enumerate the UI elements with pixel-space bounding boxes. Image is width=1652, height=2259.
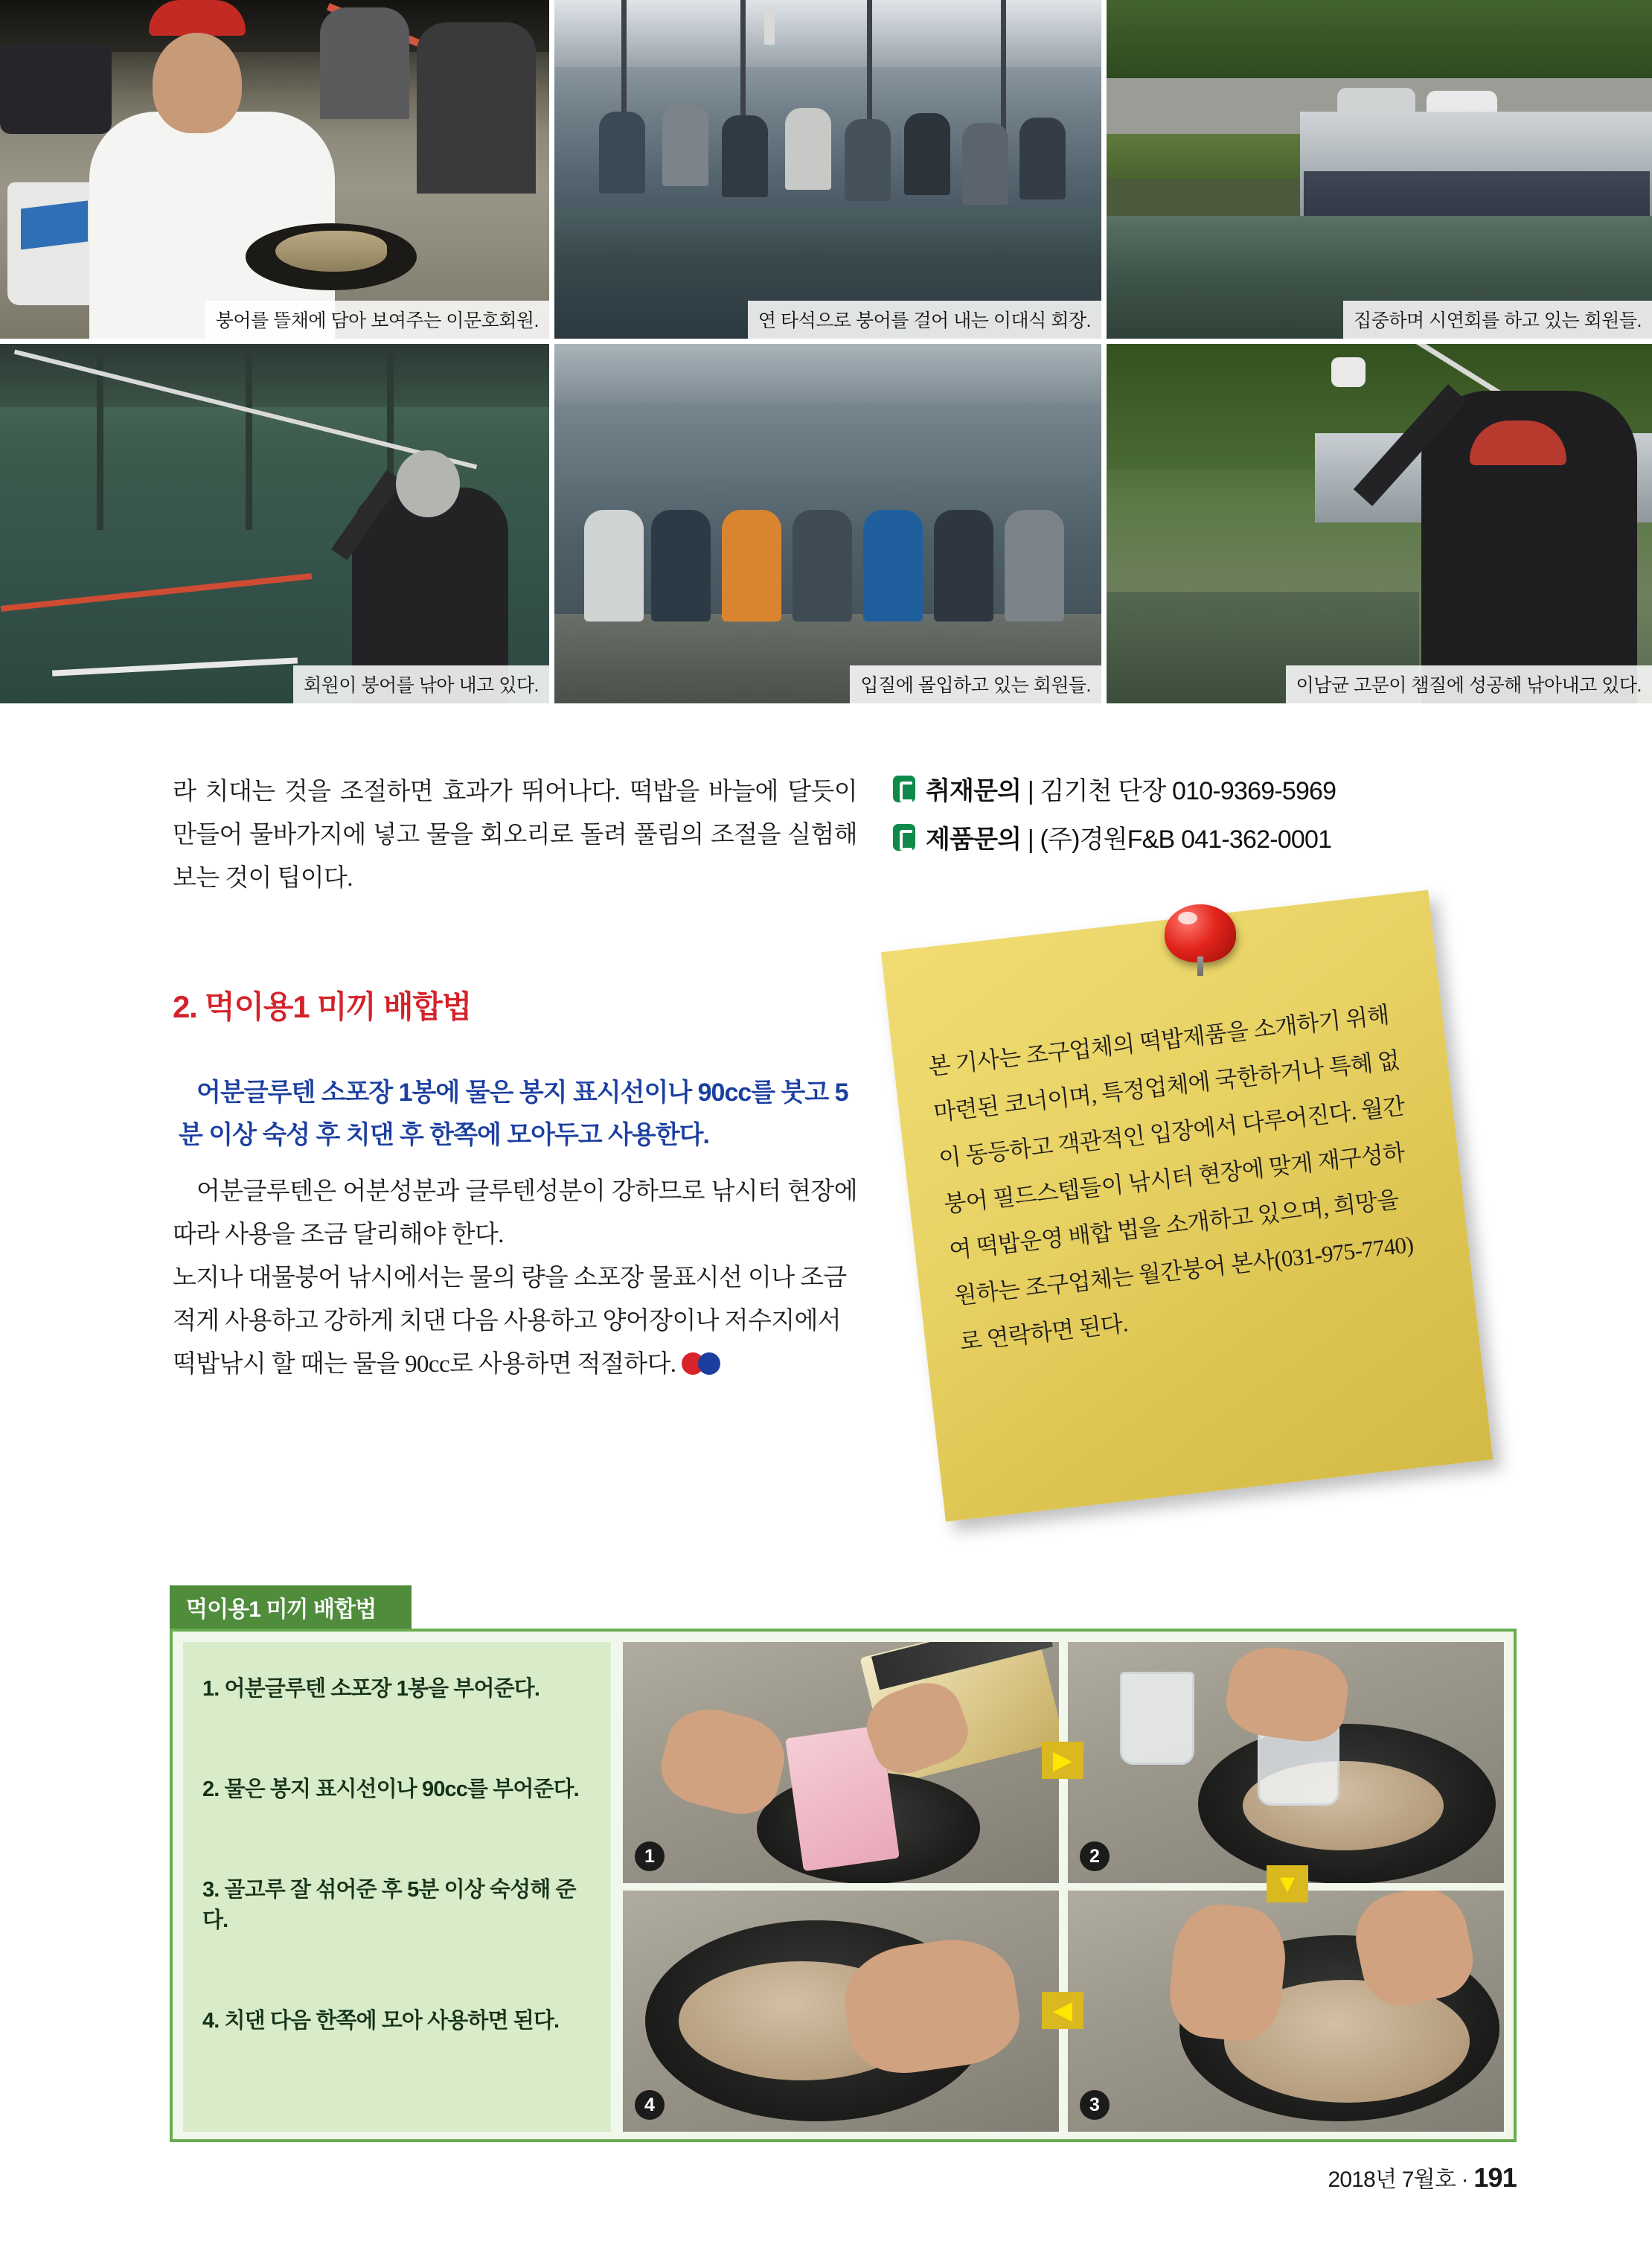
sticky-note-block	[889, 897, 1492, 1537]
recipe-photo-step-2	[1068, 1642, 1504, 1883]
background-person-shape	[320, 7, 409, 119]
angler-shape	[1019, 118, 1066, 199]
red-cap-shape	[149, 0, 246, 36]
measuring-cup-shape	[1120, 1672, 1194, 1765]
page-footer	[1328, 2161, 1517, 2194]
crucian-carp-shape	[275, 231, 387, 272]
angler-shape	[785, 108, 831, 190]
recipe-panel-tab: 먹이용1 미끼 배합법	[170, 1585, 412, 1629]
section-heading: 2. 먹이용1 미끼 배합법	[173, 989, 472, 1024]
photo-grid	[0, 0, 1652, 703]
list-item: 3. 골고루 잘 섞어준 후 5분 이상 숙성해 준다.	[202, 1878, 576, 1932]
contact-line	[926, 770, 1336, 807]
angler-shape	[904, 113, 950, 195]
contact-value: | (주)경원F&B 041-362-0001	[1027, 825, 1332, 854]
footer-separator: ·	[1461, 2167, 1468, 2192]
angler-shape	[793, 510, 852, 622]
contact-value: | 김기천 단장 010-9369-5969	[1027, 777, 1336, 805]
flag-shape	[764, 6, 775, 45]
photo-chairman-hooking-fish	[554, 0, 1101, 339]
support-beam-shape	[246, 344, 252, 530]
contact-block	[893, 770, 1511, 867]
tree-line-shape	[1107, 0, 1652, 86]
photo-caption: 이남균 고문이 챔질에 성공해 낚아내고 있다.	[1286, 665, 1652, 703]
arrow-down-icon	[1267, 1865, 1308, 1902]
phone-icon	[893, 776, 915, 802]
angler-shape	[863, 510, 923, 622]
step-number-badge: 2	[1080, 1841, 1110, 1871]
angler-shape	[934, 510, 993, 622]
sticky-note-text: 본 기사는 조구업체의 떡밥제품을 소개하기 위해 마련된 코너이며, 특정업체에 국한하거나 특혜 없이 동등하고 객관적인 입장에서 다루어진다. 월간붕어 필드스텝들이 낚시터 현장에 맞게 재구성하여 떡밥운영 배합 법을 소개하고 있으며, 희망을 원하는 조구업체는 월간붕어 본사(031-975-7740)로 연락하면 된다.	[926, 1001, 1415, 1355]
recipe-photo-step-4	[623, 1891, 1059, 2132]
list-item: 2. 물은 봉지 표시선이나 90cc를 부어준다.	[202, 1777, 579, 1801]
photo-member-landing-fish	[0, 344, 549, 703]
background-person-shape	[417, 22, 536, 194]
angler-shape	[845, 119, 891, 201]
face-shape	[153, 33, 242, 133]
photo-members-demonstration	[1107, 0, 1652, 339]
angler-shape	[722, 510, 781, 622]
phone-icon	[893, 824, 915, 851]
angler-shape	[599, 112, 645, 194]
contact-row-product	[893, 819, 1511, 855]
contact-row-press	[893, 770, 1511, 807]
angler-shape	[722, 115, 768, 197]
highlight-paragraph: 어분글루텐 소포장 1봉에 물은 봉지 표시선이나 90cc를 붓고 5분 이상 숙성 후 치댄 후 한쪽에 모아두고 사용한다.	[179, 1079, 848, 1149]
pushpin-highlight	[1178, 912, 1197, 924]
gear-bag-shape	[0, 45, 112, 134]
angler-shape	[1005, 510, 1064, 622]
paragraph-2: 어분글루텐은 어분성분과 글루텐성분이 강하므로 낚시터 현장에 따라 사용을 조금 달리해야 한다.	[173, 1178, 857, 1248]
canopy-shade-shape	[0, 344, 549, 407]
arrow-glyph: ▶	[1052, 1746, 1073, 1774]
pushpin-needle	[1197, 956, 1203, 976]
canopy-roof-shape	[554, 0, 1101, 67]
recipe-photo-step-1	[623, 1642, 1059, 1883]
pushpin-icon	[1165, 904, 1236, 976]
angler-shape	[962, 123, 1008, 205]
angler-shape	[662, 104, 708, 186]
arrow-glyph: ◀	[1052, 1996, 1073, 2025]
page-number: 191	[1473, 2162, 1517, 2193]
body-text-top	[173, 770, 857, 900]
head-shape	[396, 450, 460, 517]
contact-label: 제품문의	[926, 825, 1022, 854]
step-number-badge: 1	[635, 1841, 665, 1871]
glove-shape	[1331, 357, 1366, 387]
recipe-steps-list	[183, 1642, 611, 2132]
contact-label: 취재문의	[926, 777, 1022, 805]
body-text-bottom	[173, 1170, 857, 1386]
step-number-badge: 4	[635, 2090, 665, 2120]
roof-beam-shape	[867, 0, 872, 134]
photo-caption: 입질에 몰입하고 있는 회원들.	[850, 665, 1101, 703]
list-item: 1. 어분글루텐 소포장 1봉을 부어준다.	[202, 1677, 540, 1701]
paragraph-3: 노지나 대물붕어 낚시에서는 물의 량을 소포장 물표시선 이나 조금 적게 사용하고 강하게 치댄 다음 사용하고 양어장이나 저수지에서 떡밥낚시 할 때는 물을 90cc로 사용하면 적절하다.	[173, 1265, 847, 1378]
photo-caption: 붕어를 뜰채에 담아 보여주는 이문호회원.	[205, 301, 549, 339]
photo-advisor-successful-hookset	[1107, 344, 1652, 703]
pushpin-dome	[1165, 904, 1236, 962]
recipe-panel	[170, 1629, 1517, 2142]
sticky-note	[881, 890, 1493, 1522]
photo-members-focused-on-bites	[554, 344, 1101, 703]
roof-beam-shape	[740, 0, 746, 134]
arrow-glyph: ▼	[1275, 1870, 1300, 1898]
bucket-label-shape	[21, 200, 88, 249]
end-mark-icon	[682, 1352, 725, 1375]
photo-caption: 회원이 붕어를 낚아 내고 있다.	[293, 665, 549, 703]
list-item: 4. 치댄 다음 한쪽에 모아 사용하면 된다.	[202, 2009, 560, 2033]
recipe-photo-step-3	[1068, 1891, 1504, 2132]
photo-member-showing-crucian	[0, 0, 549, 339]
arrow-right-icon	[1042, 1742, 1083, 1779]
issue-label: 2018년 7월호	[1328, 2167, 1456, 2192]
contact-line	[926, 819, 1331, 855]
arrow-left-icon	[1042, 1992, 1083, 2029]
angler-shape	[651, 510, 711, 622]
step-number-badge: 3	[1080, 2090, 1110, 2120]
recipe-photo-grid	[623, 1642, 1505, 2132]
roof-beam-shape	[1001, 0, 1006, 134]
paragraph-1: 라 치대는 것을 조절하면 효과가 뛰어나다. 떡밥을 바늘에 달듯이 만들어 물바가지에 넣고 물을 회오리로 돌려 풀림의 조절을 실험해보는 것이 팁이다.	[173, 779, 857, 892]
angler-shape	[584, 510, 644, 622]
photo-caption: 연 타석으로 붕어를 걸어 내는 이대식 회장.	[748, 301, 1101, 339]
canopy-shade-shape	[554, 344, 1101, 403]
photo-caption: 집중하며 시연회를 하고 있는 회원들.	[1343, 301, 1652, 339]
